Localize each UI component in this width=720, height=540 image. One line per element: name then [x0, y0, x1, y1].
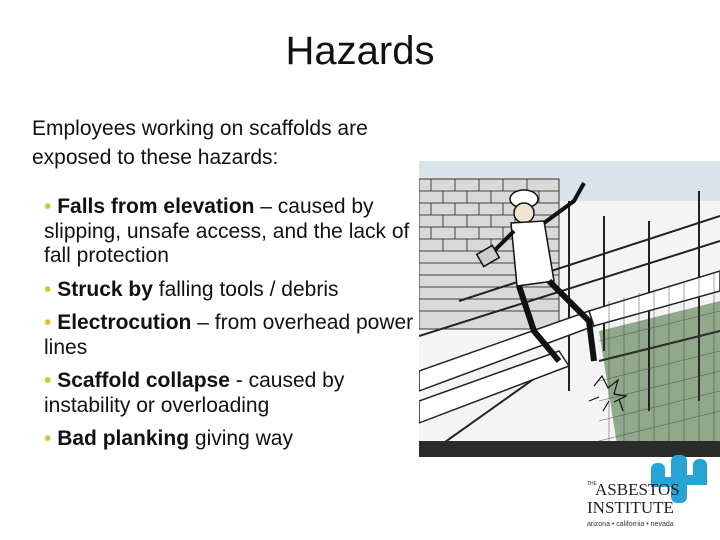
hazard-description: giving way	[189, 427, 293, 450]
bullet-icon: •	[44, 195, 52, 218]
logo-prefix: THE	[587, 481, 597, 487]
hazard-title: Bad planking	[57, 427, 190, 450]
hazard-title: Falls from elevation	[57, 195, 255, 218]
hazard-title: Electrocution	[57, 311, 192, 334]
slide-title: Hazards	[285, 29, 435, 73]
logo-tagline: arizona • california • nevada	[587, 521, 674, 528]
hazard-item	[44, 311, 414, 360]
hazard-description: falling tools / debris	[152, 277, 339, 301]
bullet-icon: •	[44, 427, 52, 450]
hazard-title: Struck by	[57, 277, 153, 301]
asbestos-institute-logo	[585, 455, 715, 533]
hazard-title: Scaffold collapse	[57, 369, 230, 392]
intro-text: Employees working on scaffolds are exposed to these hazards:	[32, 117, 368, 169]
bullet-icon: •	[44, 277, 52, 301]
bullet-icon: •	[44, 311, 52, 334]
scaffold-worker-illustration	[419, 161, 720, 457]
hazard-item	[44, 427, 414, 452]
hazard-item	[44, 369, 414, 418]
logo-line1: ASBESTOS	[595, 480, 680, 499]
hazard-description: – caused by slipping, unsafe access, and the lack of fall protection	[44, 195, 410, 267]
hazard-list	[44, 195, 414, 461]
hazard-description: – from overhead power lines	[44, 311, 414, 359]
hazard-description: - caused by instability or overloading	[44, 369, 345, 417]
bullet-icon: •	[44, 369, 52, 392]
logo-line2: INSTITUTE	[587, 498, 674, 517]
hazard-item	[44, 195, 414, 269]
hazard-item	[44, 278, 414, 303]
